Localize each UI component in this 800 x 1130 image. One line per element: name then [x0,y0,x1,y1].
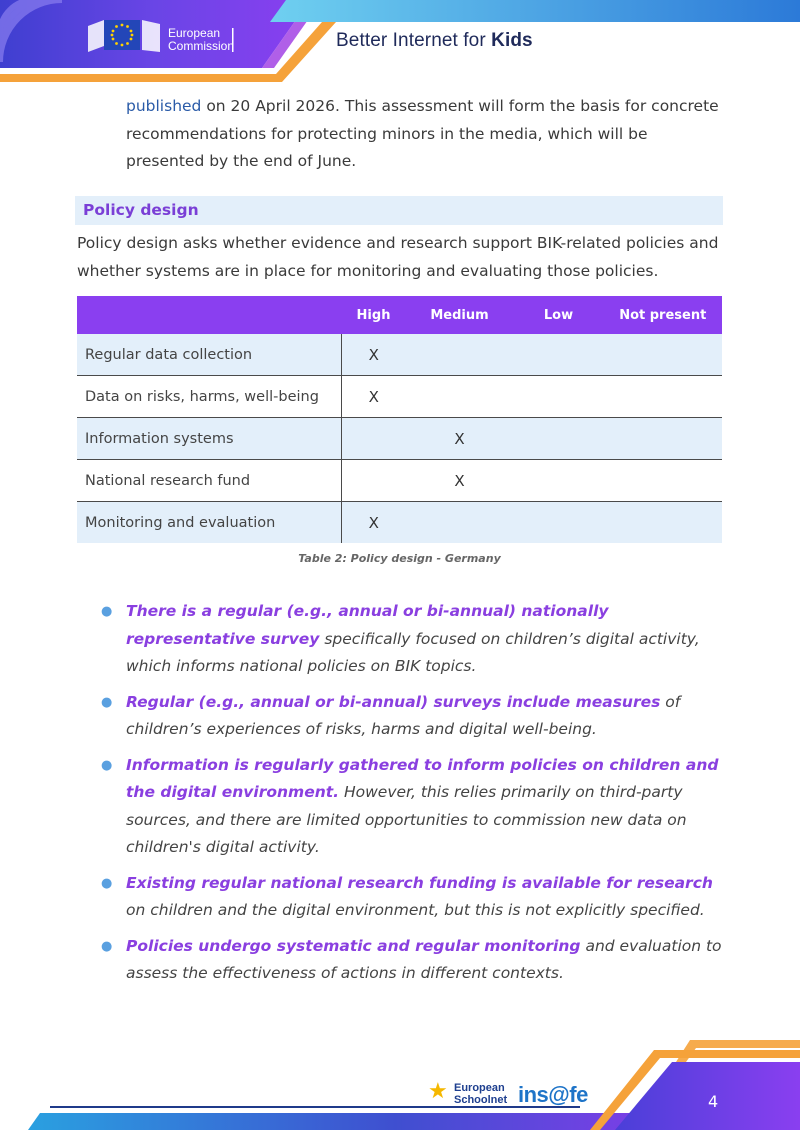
table-cell: X [406,418,514,460]
policy-design-table [77,296,722,543]
table-cell [604,460,723,502]
row-label: National research fund [77,460,342,502]
row-label: Monitoring and evaluation [77,502,342,544]
table-cell [514,334,604,376]
list-item [100,689,730,744]
footer-banner-graphic [0,1040,800,1130]
table-cell [406,502,514,544]
bullet-text: on children and the digital environment, but this is not explicitly specified. [126,901,705,919]
row-label: Regular data collection [77,334,342,376]
column-header [77,296,342,334]
brand-title [336,30,533,52]
table-caption: Table 2: Policy design - Germany [298,552,501,565]
bullet-text: and evaluation to assess the effectiveness of actions in different contexts. [126,936,722,982]
bullet-text: specifically focused on children’s digital activity, which informs national policies on BIK topics. [126,629,700,675]
table-cell [604,376,723,418]
star-icon: ★ [428,1078,448,1103]
brand-main: Better Internet for [336,30,492,51]
bullet-text: of children’s experiences of risks, harms and digital well-being. [126,692,681,738]
bullet-icon: ● [101,604,113,619]
table-cell [514,502,604,544]
table-cell [604,502,723,544]
european-commission-logo-text [168,27,234,53]
table-cell [406,376,514,418]
table-row [77,376,722,418]
intro-text: on 20 April 2026. This assessment will form the basis for concrete recommendations for protecting minors in the media, which will be presented by the end of June. [126,97,719,170]
table-cell [514,460,604,502]
bullet-emphasis: Existing regular national research funding is available for research [126,873,713,892]
page-number: 4 [708,1092,719,1111]
section-heading: Policy design [83,201,199,219]
eun-line-1: European [454,1082,505,1094]
table-cell [604,418,723,460]
page-footer [0,1040,800,1130]
table-row [77,334,722,376]
table-row [77,418,722,460]
table-cell: X [342,502,406,544]
section-body: Policy design asks whether evidence and research support BIK-related policies and whether systems are in place for monitoring and evaluating those policies. [77,234,719,280]
bullet-icon: ● [101,757,113,773]
bullet-icon: ● [101,938,113,954]
table-cell [514,418,604,460]
bullet-text: However, this relies primarily on third-party sources, and there are limited opportunities to commission new data on children's digital activity. [126,783,687,856]
row-label: Information systems [77,418,342,460]
table-cell: X [342,376,406,418]
page-header [0,0,800,82]
table-cell: X [342,334,406,376]
bullet-icon: ● [101,694,113,710]
eun-line-2: Schoolnet [454,1094,508,1106]
org-line-1: European [168,26,221,40]
table-cell [342,418,406,460]
section-heading-bar [75,196,723,225]
list-item [100,933,730,988]
column-header-not-present: Not present [604,296,723,334]
published-link[interactable]: published [126,97,202,115]
insafe-logo: ins@fe [518,1082,588,1107]
table-cell [342,460,406,502]
findings-list [100,598,730,996]
table-cell [514,376,604,418]
table-cell [406,334,514,376]
org-line-2: Commission [168,39,235,53]
bullet-emphasis: Information is regularly gathered to inform policies on children and the digital environment. [126,755,719,801]
brand-kids: Kids [491,30,533,51]
bullet-emphasis: Policies undergo systematic and regular monitoring [126,936,581,955]
table-header-row [77,296,722,334]
table-cell [604,334,723,376]
bullet-icon: ● [101,875,113,891]
column-header-medium: Medium [406,296,514,334]
row-label: Data on risks, harms, well-being [77,376,342,418]
intro-paragraph [126,93,726,176]
table-row [77,502,722,544]
bullet-emphasis: Regular (e.g., annual or bi-annual) surveys include measures [126,692,661,711]
table-row [77,460,722,502]
column-header-low: Low [514,296,604,334]
list-item [100,598,730,681]
list-item [100,752,730,862]
column-header-high: High [342,296,406,334]
table-cell: X [406,460,514,502]
bullet-emphasis: There is a regular (e.g., annual or bi-annual) nationally representative survey [126,602,609,648]
list-item [100,870,730,925]
